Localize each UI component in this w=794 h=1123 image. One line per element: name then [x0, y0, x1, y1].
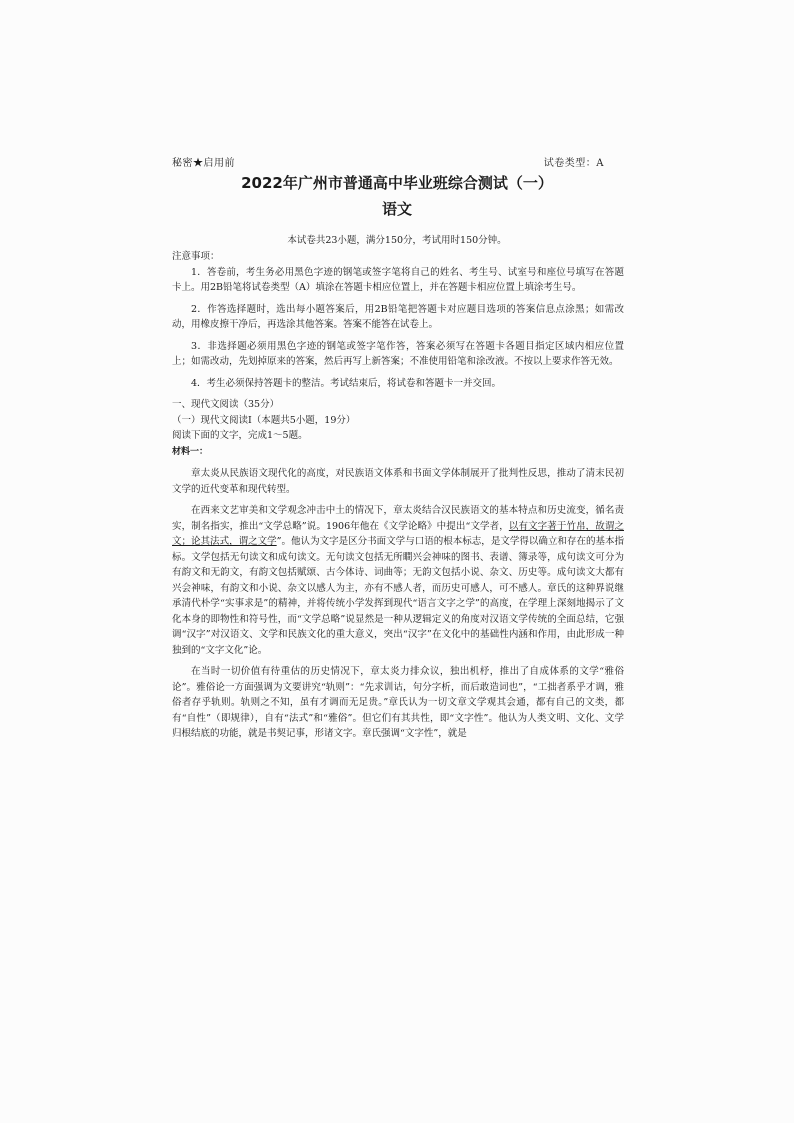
page-header [172, 154, 604, 169]
material-label: 材料一： [172, 446, 209, 457]
underlined-quote: 以有文字著于竹帛，故谓之文；论其法式，谓之文学 [172, 520, 624, 547]
note-item-2: 2．作答选择题时，选出每小题答案后，用2B铅笔把答题卡对应题目选项的答案信息点涂黑；如需改动，用橡皮擦干净后，再选涂其他答案。答案不能答在试卷上。 [172, 303, 624, 330]
subject-title: 语文 [381, 200, 412, 218]
note-item-3: 3．非选择题必须用黑色字迹的钢笔或签字笔作答，答案必须写在答题卡各题目指定区域内相应位置上；如需改动，先划掉原来的答案，然后再写上新答案；不准使用铅笔和涂改液。不按以上要求作答无效。 [172, 340, 624, 367]
paragraph-2-part-1: 在西来文艺审美和文学观念冲击中土的情况下，章太炎结合汉民族语文的基本特点和历史流变，循名责实，制名指实，推出“文学总略”说。1906年他在《文学论略》中提出“文学者， [172, 505, 624, 532]
paragraph-2 [172, 503, 624, 658]
notes-title: 注意事项： [172, 251, 220, 262]
paper-type-label: 试卷类型：A [543, 158, 604, 169]
paragraph-1: 章太炎从民族语文现代化的高度，对民族语文体系和书面文学体制展开了批判性反思，推动了清末民初文学的近代变革和现代转型。 [172, 468, 624, 495]
section-heading: 一、现代文阅读（35分） [172, 399, 280, 410]
note-item-1: 1．答卷前，考生务必用黑色字迹的钢笔或签字笔将自己的姓名、考生号、试室号和座位号填写在答题卡上。用2B铅笔将试卷类型（A）填涂在答题卡相应位置上，并在答题卡相应位置上填涂考生号。 [172, 266, 624, 293]
reading-instruction: 阅读下面的文字，完成1～5题。 [172, 430, 308, 441]
exam-body [172, 248, 624, 742]
paragraph-3: 在当时一切价值有待重估的历史情况下，章太炎力排众议，独出机杼，推出了自成体系的文学“雅俗论”。雅俗论一方面强调为文要讲究“轨则”：“先求训诂，句分字析，而后敢造词也”，“工拙者系乎才调，雅俗者存乎轨则。轨则之不知，虽有才调而无足贵。”章氏认为一切文章文学观其会通，都有自己的文类，都有“自性”（即规律），自有“法式”和“雅俗”。但它们有其共性，即“文字性”。他认为人类文明、文化、文学归根结底的功能，就是书契记事，形诸文字。章氏强调“文字性”，就是 [172, 666, 624, 739]
exam-info: 本试卷共23小题，满分150分，考试用时150分钟。 [287, 235, 507, 246]
exam-title: 2022年广州市普通高中毕业班综合测试（一） [241, 174, 553, 192]
paragraph-2-part-2: ”。他认为文字是区分书面文学与口语的根本标志，是文学得以确立和存在的基本指标。文学包括无句读文和成句读文。无句读文包括无所瞷兴会神味的图书、表谱、簿录等，成句读文可分为有韵文和无韵文，有韵文包括赋颂、古今体诗、词曲等；无韵文包括小说、杂文、历史等。成句读文大都有兴会神味，有韵文和小说、杂文以感人为主，亦有不感人者，而历史可感人，可不感人。章氏的这种界说继承清代朴学“实事求是”的精神，并将传统小学发挥到现代“语言文字之学”的高度，在学理上深刻地揭示了文化本身的即物性和符号性，而“文学总略”说显然是一种从逻辑定义的角度对汉语文学传统的全面总结，它强调“汉字”对汉语文、文学和民族文化的重大意义，突出“汉字”在文化中的基础性内涵和作用，由此形成一种独到的“文字文化”论。 [172, 536, 624, 656]
confidential-label: 秘密★启用前 [172, 158, 235, 169]
sub-section-heading: （一）现代文阅读Ⅰ（本题共5小题，19分） [172, 414, 356, 426]
note-item-4: 4．考生必须保持答题卡的整洁。考试结束后，将试卷和答题卡一并交回。 [191, 377, 502, 389]
